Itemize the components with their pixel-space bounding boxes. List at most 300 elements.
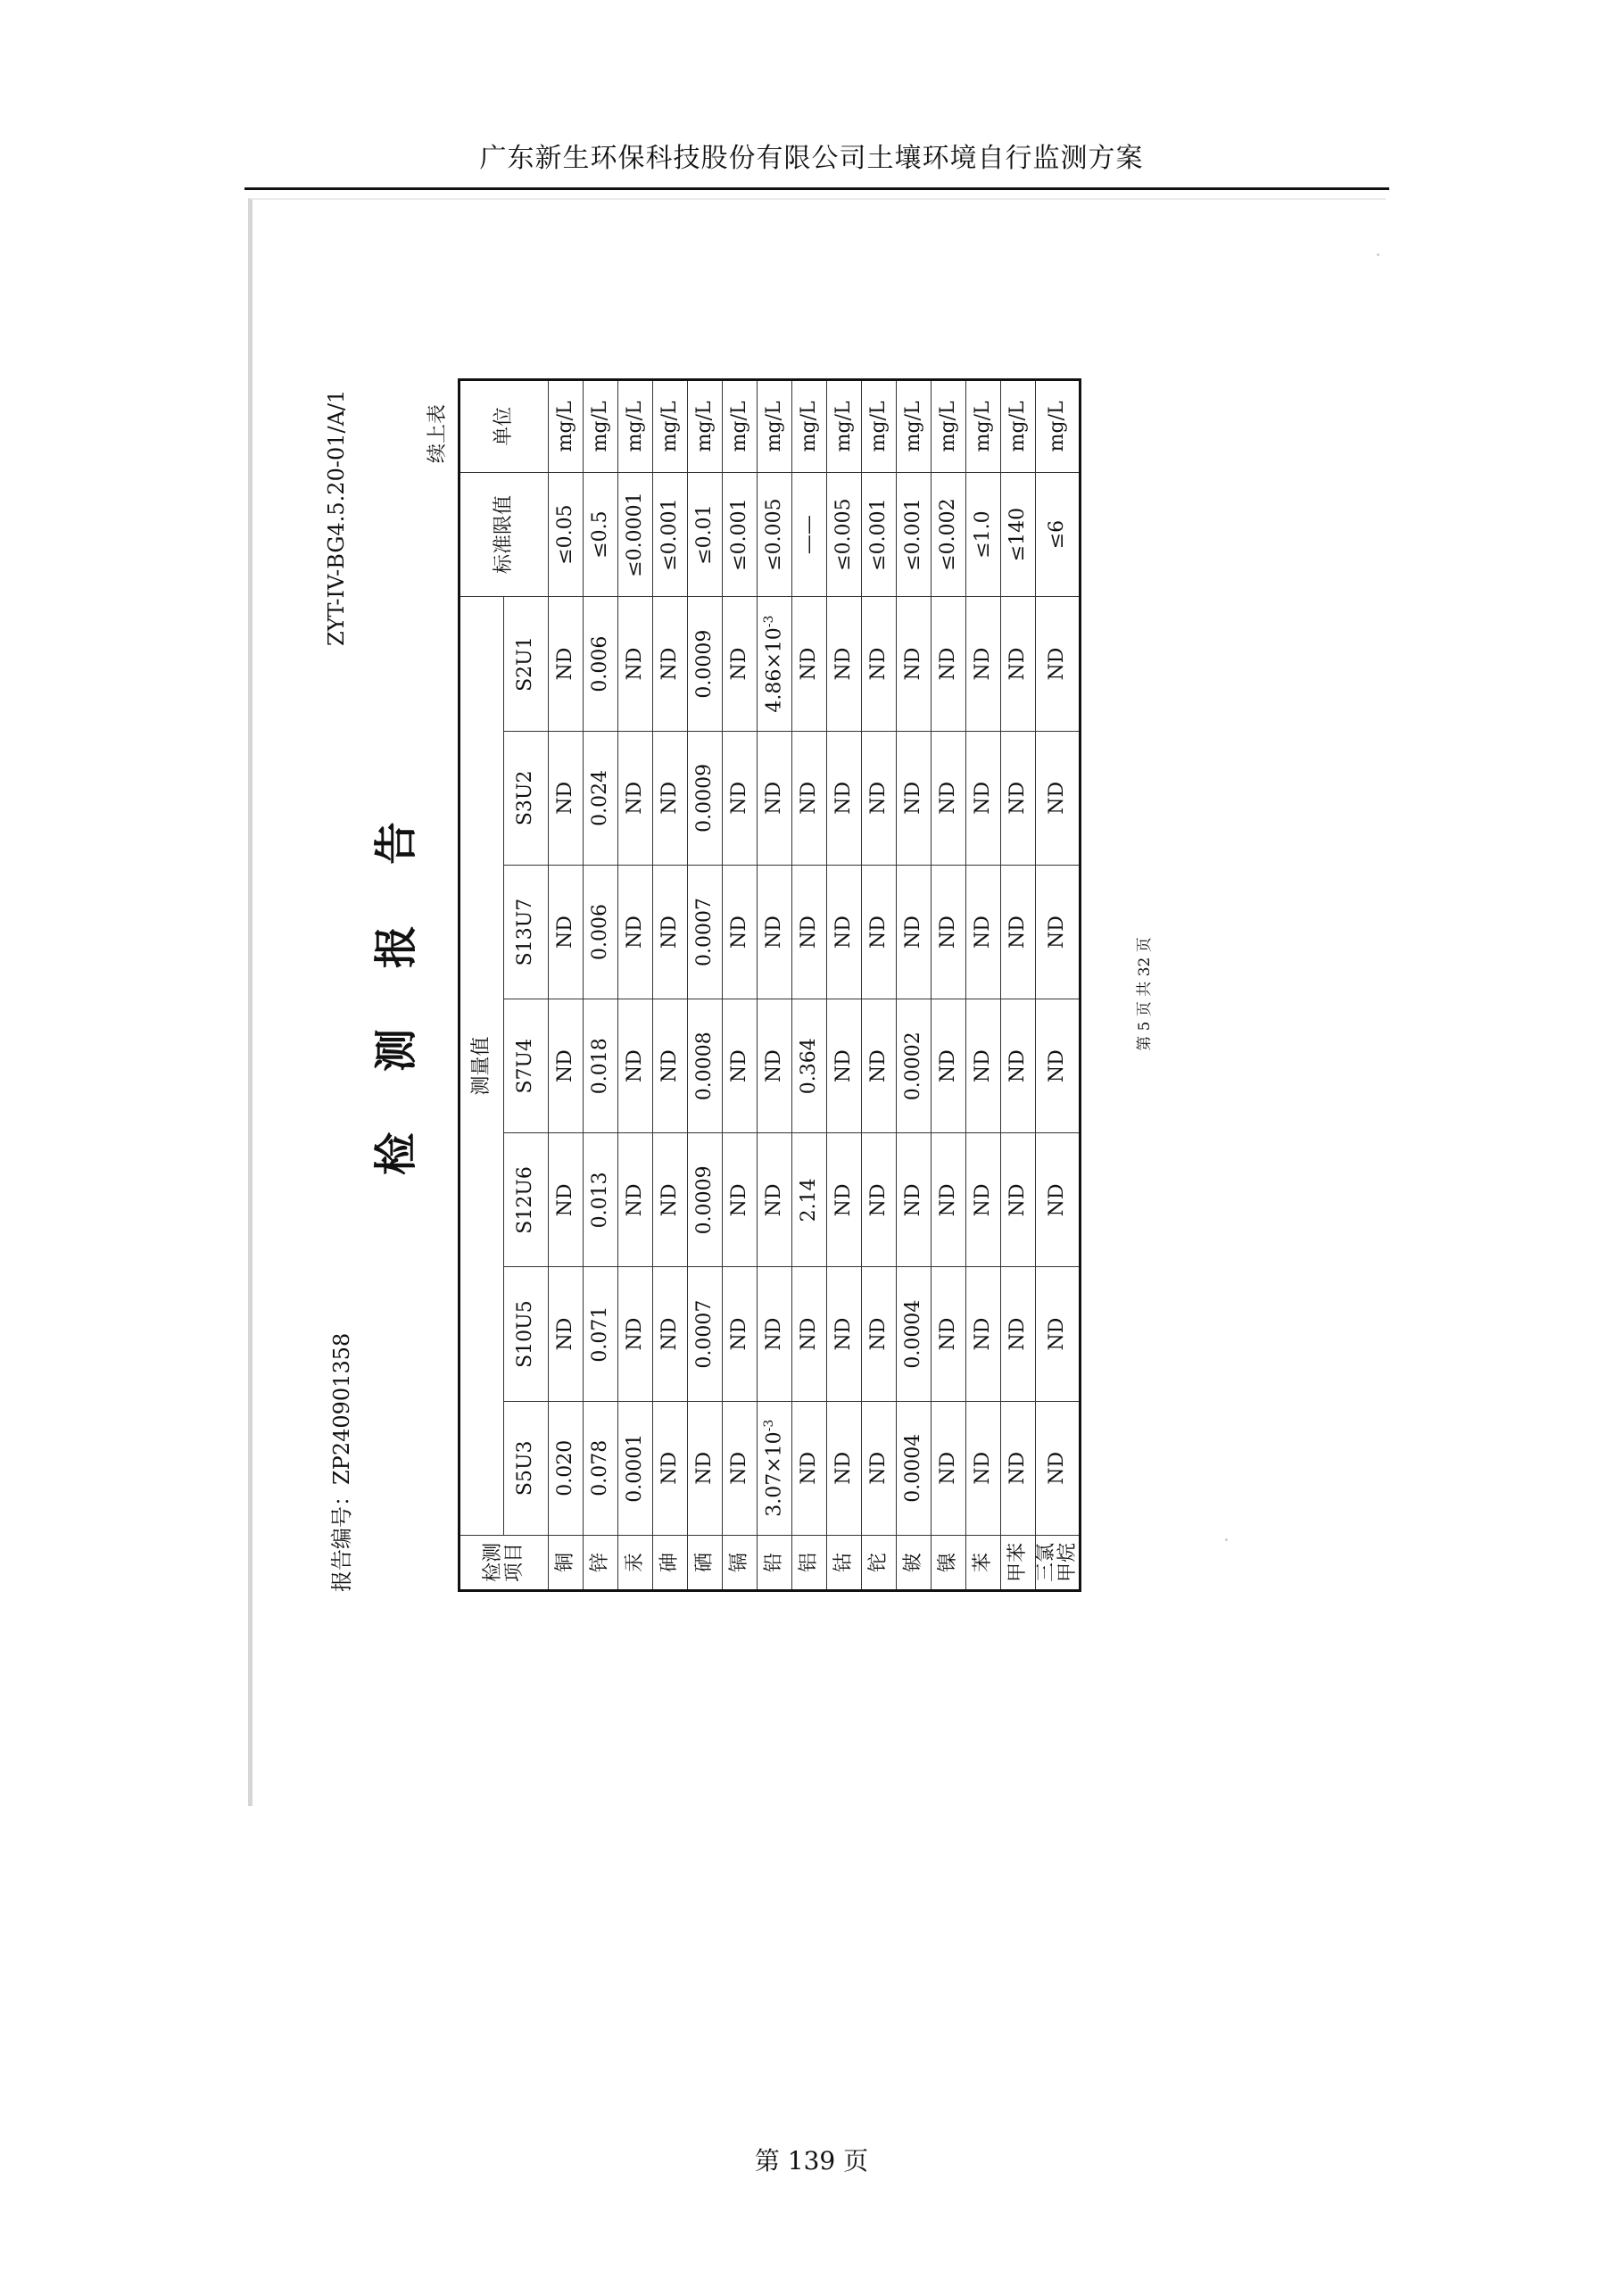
value-text: 0.006 — [588, 904, 611, 961]
limit-cell: ≤1.0 — [966, 472, 1001, 597]
value-text: ND — [971, 916, 994, 949]
value-text: ND — [1046, 647, 1069, 681]
value-text: 0.078 — [588, 1439, 611, 1496]
limit-cell: ≤0.001 — [862, 472, 897, 597]
value-cell — [549, 1401, 584, 1535]
value-text: ND — [658, 647, 681, 681]
value-text: ND — [936, 1049, 959, 1083]
table-row — [723, 380, 758, 1591]
value-cell — [653, 731, 688, 865]
value-cell — [897, 999, 932, 1133]
value-cell — [584, 1133, 618, 1267]
value-text: 0.071 — [588, 1305, 611, 1363]
value-cell — [688, 865, 723, 999]
value-cell — [549, 1267, 584, 1401]
value-cell — [862, 1133, 897, 1267]
value-cell — [688, 597, 723, 731]
report-title: 检 测 报 告 — [371, 813, 421, 1176]
value-cell — [653, 597, 688, 731]
value-text: ND — [936, 1183, 959, 1217]
value-cell — [653, 1133, 688, 1267]
page-footer: 第 139 页 — [754, 2146, 869, 2176]
value-cell — [932, 597, 966, 731]
value-text: ND — [1006, 781, 1029, 815]
value-text: ND — [901, 1183, 924, 1217]
scan-speck — [1225, 1538, 1228, 1541]
value-text: ND — [832, 1317, 855, 1351]
value-cell — [1001, 731, 1036, 865]
report-page-number: 第 5 页 共 32 页 — [1136, 937, 1154, 1051]
value-cell — [932, 999, 966, 1133]
unit-cell: mg/L — [1001, 380, 1036, 473]
continued-label: 续上表 — [426, 403, 449, 463]
value-text: ND — [1046, 1183, 1069, 1217]
sample-header: S7U4 — [504, 999, 549, 1133]
table-row — [1001, 380, 1036, 1591]
value-text: ND — [901, 647, 924, 681]
value-exponent: -3 — [762, 615, 777, 628]
value-cell — [966, 1401, 1001, 1535]
value-cell — [792, 1401, 827, 1535]
table-row — [897, 380, 932, 1591]
value-cell — [1036, 865, 1081, 999]
value-cell — [723, 1133, 758, 1267]
unit-cell: mg/L — [792, 380, 827, 473]
value-text: ND — [658, 781, 681, 815]
report-number: 报告编号：ZP240901358 — [329, 1332, 354, 1592]
value-cell — [827, 999, 862, 1133]
value-cell — [932, 1401, 966, 1535]
value-text: ND — [1046, 781, 1069, 815]
value-text: ND — [1006, 916, 1029, 949]
value-text: ND — [971, 781, 994, 815]
value-text: ND — [553, 1317, 576, 1351]
value-cell — [584, 865, 618, 999]
item-name-cell: 镍 — [932, 1535, 966, 1590]
item-name-cell: 镉 — [723, 1535, 758, 1590]
value-cell — [584, 731, 618, 865]
unit-cell: mg/L — [862, 380, 897, 473]
value-cell — [1001, 1133, 1036, 1267]
unit-cell: mg/L — [584, 380, 618, 473]
value-cell — [932, 865, 966, 999]
value-cell — [897, 1133, 932, 1267]
value-cell — [688, 1133, 723, 1267]
value-text: ND — [658, 916, 681, 949]
item-name-cell: 铝 — [792, 1535, 827, 1590]
item-name-cell: 砷 — [653, 1535, 688, 1590]
limit-cell: ≤0.0001 — [618, 472, 653, 597]
value-text: ND — [623, 1317, 646, 1351]
value-cell — [897, 731, 932, 865]
value-cell — [688, 731, 723, 865]
value-cell — [862, 1267, 897, 1401]
table-row — [792, 380, 827, 1591]
unit-cell: mg/L — [932, 380, 966, 473]
value-cell — [549, 865, 584, 999]
value-text: ND — [866, 647, 890, 681]
value-cell — [792, 1267, 827, 1401]
value-text: ND — [1006, 647, 1029, 681]
value-cell — [618, 1401, 653, 1535]
value-text: 0.0007 — [692, 1299, 716, 1369]
unit-cell: mg/L — [688, 380, 723, 473]
value-cell — [827, 1401, 862, 1535]
value-text: ND — [936, 1451, 959, 1485]
value-text: 0.0004 — [901, 1433, 924, 1503]
value-cell — [966, 865, 1001, 999]
value-text: ND — [623, 1183, 646, 1217]
value-cell — [932, 1267, 966, 1401]
value-text: 0.0009 — [692, 1165, 716, 1235]
limit-cell: ≤6 — [1036, 472, 1081, 597]
value-cell — [1036, 1401, 1081, 1535]
unit-cell: mg/L — [897, 380, 932, 473]
table-row — [758, 380, 792, 1591]
value-text: ND — [727, 916, 750, 949]
value-text: ND — [727, 1183, 750, 1217]
value-text: ND — [971, 1451, 994, 1485]
value-cell — [758, 1133, 792, 1267]
value-cell — [1001, 865, 1036, 999]
value-cell — [688, 999, 723, 1133]
value-cell — [653, 1401, 688, 1535]
value-cell — [966, 1133, 1001, 1267]
header-row-1 — [460, 380, 504, 1591]
value-cell — [862, 731, 897, 865]
value-cell — [1036, 999, 1081, 1133]
form-number: ZYT-IV-BG4.5.20-01/A/1 — [324, 389, 349, 646]
value-cell — [549, 731, 584, 865]
value-text: ND — [866, 1049, 890, 1083]
value-cell — [758, 597, 792, 731]
value-text: ND — [658, 1183, 681, 1217]
value-cell — [827, 1267, 862, 1401]
value-cell — [723, 731, 758, 865]
value-text: ND — [971, 1183, 994, 1217]
limit-cell: ≤140 — [1001, 472, 1036, 597]
limit-cell: ≤0.05 — [549, 472, 584, 597]
results-table — [458, 378, 1081, 1592]
value-cell — [723, 999, 758, 1133]
value-text: ND — [936, 781, 959, 815]
value-text: ND — [1006, 1317, 1029, 1351]
item-name-cell: 锌 — [584, 1535, 618, 1590]
value-text: ND — [832, 916, 855, 949]
value-text: ND — [797, 1317, 820, 1351]
value-text: ND — [727, 1451, 750, 1485]
limit-cell: ≤0.001 — [897, 472, 932, 597]
limit-cell: ≤0.005 — [827, 472, 862, 597]
limit-cell: ≤0.002 — [932, 472, 966, 597]
value-text: ND — [832, 647, 855, 681]
value-text: ND — [623, 781, 646, 815]
value-text: ND — [553, 1183, 576, 1217]
value-text: ND — [832, 781, 855, 815]
value-cell — [792, 999, 827, 1133]
item-header-line1: 检测 — [481, 1542, 504, 1582]
table-row — [1036, 380, 1081, 1591]
value-text: ND — [727, 1049, 750, 1083]
value-text: 0.0007 — [692, 898, 716, 967]
value-cell — [758, 865, 792, 999]
value-cell — [688, 1401, 723, 1535]
value-cell — [653, 865, 688, 999]
value-text: ND — [1006, 1183, 1029, 1217]
value-text: ND — [971, 1317, 994, 1351]
value-cell — [827, 597, 862, 731]
value-text: ND — [658, 1049, 681, 1083]
value-text: 3.07×10 — [763, 1431, 786, 1517]
unit-cell: mg/L — [827, 380, 862, 473]
value-cell — [966, 597, 1001, 731]
value-cell — [584, 1401, 618, 1535]
value-cell — [584, 597, 618, 731]
value-text: 0.018 — [588, 1038, 611, 1095]
sample-header: S3U2 — [504, 731, 549, 865]
value-cell — [653, 1267, 688, 1401]
limit-header: 标准限值 — [460, 472, 549, 597]
value-cell — [758, 1401, 792, 1535]
table-row — [618, 380, 653, 1591]
results-table-body — [460, 380, 1081, 1591]
value-cell — [618, 1267, 653, 1401]
item-name-cell: 汞 — [618, 1535, 653, 1590]
value-text: 4.86×10 — [763, 627, 786, 713]
value-cell — [723, 865, 758, 999]
value-text: ND — [901, 916, 924, 949]
value-cell — [966, 731, 1001, 865]
value-text: 0.0008 — [692, 1032, 716, 1101]
scanned-report-page — [248, 198, 1386, 1806]
value-text: 0.364 — [797, 1038, 820, 1095]
value-text: 0.013 — [588, 1172, 611, 1229]
value-text: 0.0001 — [623, 1433, 646, 1503]
value-text: ND — [692, 1451, 716, 1485]
limit-cell: ≤0.001 — [723, 472, 758, 597]
value-cell — [827, 731, 862, 865]
item-header-line2: 项目 — [503, 1542, 526, 1582]
table-row — [688, 380, 723, 1591]
limit-cell: ≤0.5 — [584, 472, 618, 597]
unit-header: 单位 — [460, 380, 549, 473]
item-name-cell: 铊 — [862, 1535, 897, 1590]
unit-cell: mg/L — [653, 380, 688, 473]
item-name-cell: 甲苯 — [1001, 1535, 1036, 1590]
value-cell — [897, 1267, 932, 1401]
unit-cell: mg/L — [1036, 380, 1081, 473]
table-row — [862, 380, 897, 1591]
value-cell — [1001, 1401, 1036, 1535]
value-text: ND — [762, 1049, 785, 1083]
value-cell — [792, 597, 827, 731]
value-cell — [966, 999, 1001, 1133]
value-text: ND — [936, 647, 959, 681]
measured-header: 测量值 — [460, 597, 504, 1535]
value-cell — [723, 1267, 758, 1401]
value-cell — [618, 1133, 653, 1267]
value-cell — [897, 1401, 932, 1535]
value-text: 0.0002 — [901, 1032, 924, 1101]
value-text: ND — [1046, 1451, 1069, 1485]
value-cell — [932, 1133, 966, 1267]
limit-cell: ≤0.001 — [653, 472, 688, 597]
value-text: ND — [936, 1317, 959, 1351]
value-text: ND — [623, 647, 646, 681]
value-cell — [1001, 1267, 1036, 1401]
table-row — [653, 380, 688, 1591]
value-cell — [549, 597, 584, 731]
sample-header: S10U5 — [504, 1267, 549, 1401]
value-text: ND — [832, 1183, 855, 1217]
value-cell — [688, 1267, 723, 1401]
value-cell — [897, 865, 932, 999]
value-cell — [1001, 999, 1036, 1133]
value-cell — [897, 597, 932, 731]
value-text: 0.0009 — [692, 629, 716, 699]
unit-cell: mg/L — [966, 380, 1001, 473]
value-text: 0.024 — [588, 769, 611, 826]
value-text: 0.006 — [588, 635, 611, 692]
value-text: ND — [866, 1451, 890, 1485]
value-cell — [827, 865, 862, 999]
item-name-cell: 三氯甲烷 — [1036, 1535, 1081, 1590]
value-cell — [758, 1267, 792, 1401]
value-cell — [792, 1133, 827, 1267]
value-text: 0.0004 — [901, 1299, 924, 1369]
value-text: ND — [866, 1183, 890, 1217]
table-row — [549, 380, 584, 1591]
value-cell — [618, 731, 653, 865]
value-text: ND — [762, 1183, 785, 1217]
value-cell — [653, 999, 688, 1133]
value-text: ND — [762, 1317, 785, 1351]
document-header: 广东新生环保科技股份有限公司土壤环境自行监测方案 — [479, 143, 1144, 174]
value-text: ND — [1046, 916, 1069, 949]
value-cell — [792, 731, 827, 865]
value-text: ND — [727, 1317, 750, 1351]
value-text: ND — [866, 1317, 890, 1351]
value-text: ND — [623, 916, 646, 949]
sample-header: S2U1 — [504, 597, 549, 731]
value-cell — [1036, 731, 1081, 865]
sample-header: S12U6 — [504, 1133, 549, 1267]
value-cell — [618, 865, 653, 999]
value-cell — [1036, 1267, 1081, 1401]
scan-speck — [1377, 253, 1379, 256]
item-name-cell: 铜 — [549, 1535, 584, 1590]
value-text: ND — [658, 1451, 681, 1485]
value-cell — [862, 597, 897, 731]
value-text: ND — [762, 781, 785, 815]
value-text: ND — [832, 1451, 855, 1485]
table-row — [827, 380, 862, 1591]
value-cell — [549, 1133, 584, 1267]
value-text: ND — [1046, 1317, 1069, 1351]
value-cell — [827, 1133, 862, 1267]
value-text: ND — [866, 781, 890, 815]
limit-cell: ≤0.005 — [758, 472, 792, 597]
value-cell — [1001, 597, 1036, 731]
value-cell — [966, 1267, 1001, 1401]
value-cell — [792, 865, 827, 999]
value-cell — [862, 999, 897, 1133]
limit-cell: ≤0.01 — [688, 472, 723, 597]
value-text: ND — [623, 1049, 646, 1083]
value-text: ND — [658, 1317, 681, 1351]
value-text: ND — [866, 916, 890, 949]
value-text: ND — [727, 781, 750, 815]
item-name-cell: 铅 — [758, 1535, 792, 1590]
value-text: ND — [1006, 1451, 1029, 1485]
unit-cell: mg/L — [549, 380, 584, 473]
unit-cell: mg/L — [758, 380, 792, 473]
header-divider — [244, 187, 1389, 190]
value-text: ND — [797, 647, 820, 681]
unit-cell: mg/L — [618, 380, 653, 473]
unit-cell: mg/L — [723, 380, 758, 473]
value-cell — [584, 999, 618, 1133]
value-text: 2.14 — [797, 1178, 820, 1223]
value-cell — [932, 731, 966, 865]
value-text: ND — [553, 781, 576, 815]
item-name-cell: 铍 — [897, 1535, 932, 1590]
value-cell — [1036, 597, 1081, 731]
sample-header: S5U3 — [504, 1401, 549, 1535]
value-cell — [723, 597, 758, 731]
rotated-report-content — [324, 289, 1198, 1699]
value-text: 0.0009 — [692, 763, 716, 833]
item-name-cell: 硒 — [688, 1535, 723, 1590]
value-cell — [758, 999, 792, 1133]
value-text: ND — [971, 647, 994, 681]
value-cell — [862, 1401, 897, 1535]
value-text: ND — [727, 647, 750, 681]
value-exponent: -3 — [762, 1419, 777, 1432]
value-cell — [758, 731, 792, 865]
value-text: ND — [797, 1451, 820, 1485]
item-name-cell: 钴 — [827, 1535, 862, 1590]
value-cell — [549, 999, 584, 1133]
value-text: ND — [832, 1049, 855, 1083]
value-text: ND — [936, 916, 959, 949]
value-text: ND — [1006, 1049, 1029, 1083]
value-cell — [723, 1401, 758, 1535]
value-text: ND — [797, 916, 820, 949]
value-text: ND — [553, 1049, 576, 1083]
item-header — [460, 1535, 549, 1590]
value-text: ND — [1046, 1049, 1069, 1083]
value-text: 0.020 — [553, 1439, 576, 1496]
value-cell — [618, 999, 653, 1133]
value-text: ND — [553, 647, 576, 681]
sample-header: S13U7 — [504, 865, 549, 999]
limit-cell: —— — [792, 472, 827, 597]
value-text: ND — [553, 916, 576, 949]
value-text: ND — [797, 781, 820, 815]
value-cell — [618, 597, 653, 731]
value-cell — [862, 865, 897, 999]
table-row — [584, 380, 618, 1591]
table-row — [966, 380, 1001, 1591]
table-row — [932, 380, 966, 1591]
value-cell — [1036, 1133, 1081, 1267]
value-cell — [584, 1267, 618, 1401]
value-text: ND — [971, 1049, 994, 1083]
value-text: ND — [762, 916, 785, 949]
item-name-cell: 苯 — [966, 1535, 1001, 1590]
value-text: ND — [901, 781, 924, 815]
